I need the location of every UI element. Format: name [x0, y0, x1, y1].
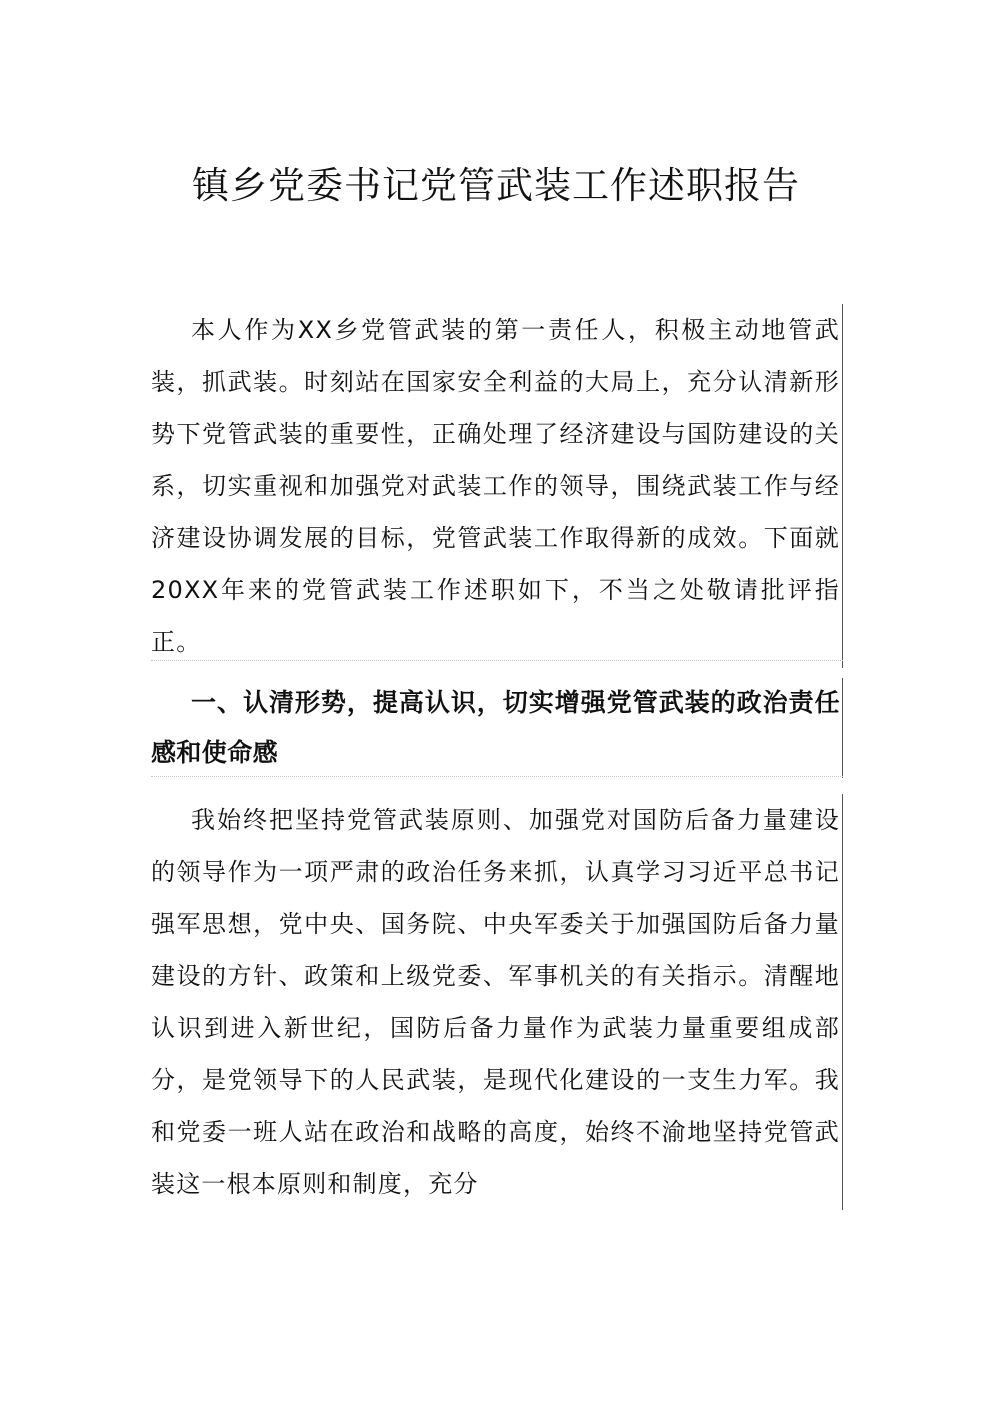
intro-paragraph: 本人作为XX乡党管武装的第一责任人，积极主动地管武装，抓武装。时刻站在国家安全利益的大局上，充分认清新形势下党管武装的重要性，正确处理了经济建设与国防建设的关系，切实重视和加强党对武装工作的领导，围绕武装工作与经济建设协调发展的目标，党管武装工作取得新的成效。下面就20XX年来的党管武装工作述职如下，不当之处敬请批评指正。	[151, 304, 843, 668]
intro-paragraph-block	[151, 304, 843, 668]
document-title: 镇乡党委书记党管武装工作述职报告	[192, 164, 800, 207]
section-divider	[151, 660, 843, 661]
section-heading-block	[151, 678, 843, 778]
body-paragraph-block	[151, 794, 843, 1210]
section-divider	[151, 776, 843, 777]
section-heading: 一、认清形势，提高认识，切实增强党管武装的政治责任感和使命感	[151, 678, 843, 778]
body-paragraph: 我始终把坚持党管武装原则、加强党对国防后备力量建设的领导作为一项严肃的政治任务来抓，认真学习习近平总书记强军思想，党中央、国务院、中央军委关于加强国防后备力量建设的方针、政策和上级党委、军事机关的有关指示。清醒地认识到进入新世纪，国防后备力量作为武装力量重要组成部分，是党领导下的人民武装，是现代化建设的一支生力军。我和党委一班人站在政治和战略的高度，始终不渝地坚持党管武装这一根本原则和制度，充分	[151, 794, 843, 1210]
